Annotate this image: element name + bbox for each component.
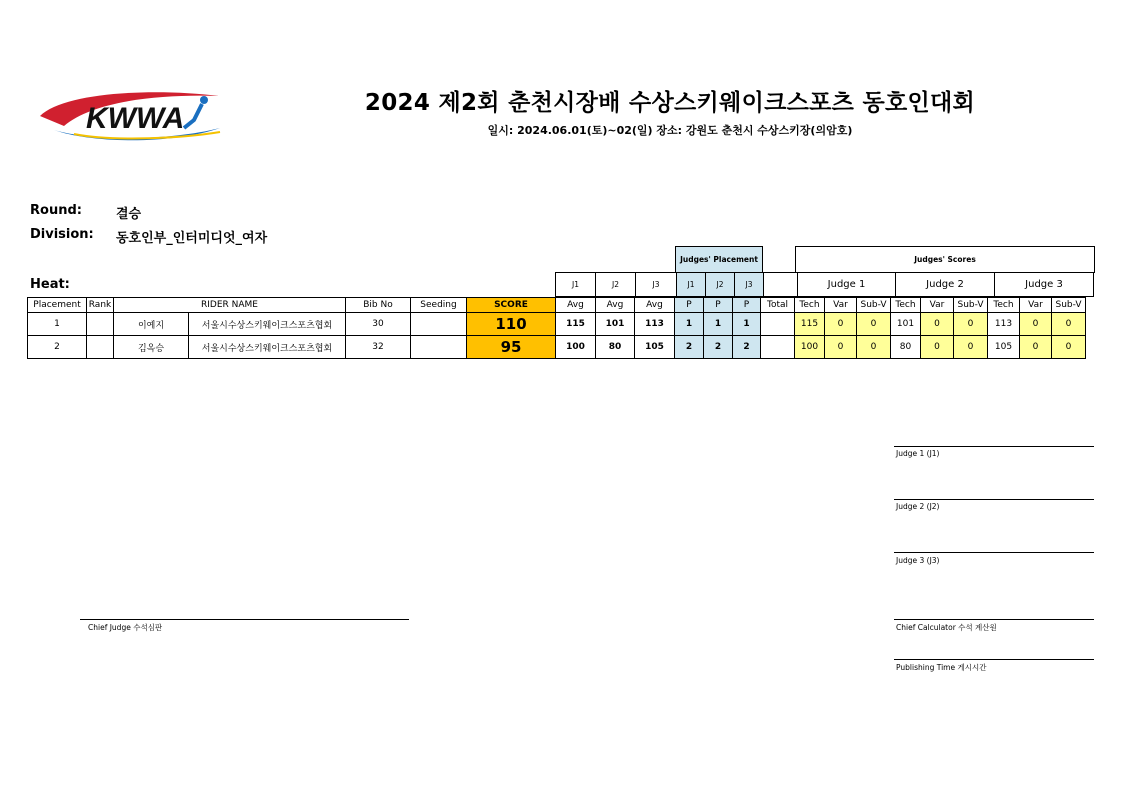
- judges-placement-header: Judges' Placement: [675, 246, 763, 273]
- p-j1-cell: 2: [675, 336, 704, 359]
- j1-var-cell: 0: [825, 313, 857, 336]
- page-title: 2024 제2회 춘천시장배 수상스키웨이크스포츠 동호인대회: [364, 90, 976, 116]
- j2-tech-cell: 101: [891, 313, 921, 336]
- col-avg-j2: Avg: [596, 298, 635, 313]
- j3-tech-cell: 113: [988, 313, 1020, 336]
- judge-2-signature-line: [894, 499, 1094, 500]
- j1-tech-cell: 115: [795, 313, 825, 336]
- j3-subv-cell: 0: [1052, 336, 1086, 359]
- col-p-j2: P: [704, 298, 733, 313]
- j3-var-cell: 0: [1020, 313, 1052, 336]
- chief-calculator-signature-label: Chief Calculator 수석 계산원: [896, 623, 997, 632]
- j3-var-cell: 0: [1020, 336, 1052, 359]
- club-cell: 서울시수상스키웨이크스포츠협회: [189, 313, 346, 336]
- j3-tech-cell: 105: [988, 336, 1020, 359]
- logo-text: KWWA: [86, 102, 185, 135]
- rider-name-cell: 김옥승: [114, 336, 189, 359]
- col-total: Total: [761, 298, 795, 313]
- publishing-time-line: [894, 659, 1094, 660]
- p-j2-cell: 1: [704, 313, 733, 336]
- p-j2-cell: 2: [704, 336, 733, 359]
- col-rank: Rank: [87, 298, 114, 313]
- judges-scores-header: Judges' Scores: [795, 246, 1095, 273]
- avg-top-j1: J1: [556, 273, 596, 297]
- bib-cell: 32: [346, 336, 411, 359]
- round-label: Round:: [30, 203, 82, 218]
- avg-j1-cell: 100: [556, 336, 596, 359]
- j2-subv-cell: 0: [954, 336, 988, 359]
- avg-top-j2: J2: [596, 273, 636, 297]
- avg-j3-cell: 105: [635, 336, 675, 359]
- score-cell: 95: [467, 336, 556, 359]
- avg-j2-cell: 80: [596, 336, 635, 359]
- upper-header-table: [555, 272, 1094, 297]
- chief-calculator-signature-line: [894, 619, 1094, 620]
- col-j3-tech: Tech: [988, 298, 1020, 313]
- col-placement: Placement: [28, 298, 87, 313]
- table-row: [28, 336, 1086, 359]
- judge-1-signature-label: Judge 1 (J1): [896, 449, 940, 458]
- score-cell: 110: [467, 313, 556, 336]
- judge-1-signature-line: [894, 446, 1094, 447]
- judge-2-signature-label: Judge 2 (J2): [896, 502, 940, 511]
- col-p-j3: P: [733, 298, 761, 313]
- col-p-j1: P: [675, 298, 704, 313]
- col-seeding: Seeding: [411, 298, 467, 313]
- placement-top-j2: J2: [706, 273, 735, 297]
- rank-cell: [87, 336, 114, 359]
- col-avg-j1: Avg: [556, 298, 596, 313]
- j1-tech-cell: 100: [795, 336, 825, 359]
- p-j1-cell: 1: [675, 313, 704, 336]
- placement-cell: 1: [28, 313, 87, 336]
- seeding-cell: [411, 313, 467, 336]
- col-j1-tech: Tech: [795, 298, 825, 313]
- judge-3-signature-label: Judge 3 (J3): [896, 556, 940, 565]
- col-j3-subv: Sub-V: [1052, 298, 1086, 313]
- j2-tech-cell: 80: [891, 336, 921, 359]
- total-cell: [761, 336, 795, 359]
- j2-var-cell: 0: [921, 336, 954, 359]
- rider-name-cell: 이예지: [114, 313, 189, 336]
- avg-j3-cell: 113: [635, 313, 675, 336]
- publishing-time-label: Publishing Time 게시시간: [896, 663, 987, 672]
- division-value: 동호인부_인터미디엇_여자: [116, 231, 268, 246]
- col-j2-var: Var: [921, 298, 954, 313]
- club-cell: 서울시수상스키웨이크스포츠협회: [189, 336, 346, 359]
- p-j3-cell: 1: [733, 313, 761, 336]
- j1-subv-cell: 0: [857, 336, 891, 359]
- col-j2-subv: Sub-V: [954, 298, 988, 313]
- division-label: Division:: [30, 227, 94, 242]
- table-row: [28, 313, 1086, 336]
- bib-cell: 30: [346, 313, 411, 336]
- placement-cell: 2: [28, 336, 87, 359]
- chief-judge-signature-line: [80, 619, 409, 620]
- total-top: [764, 273, 798, 297]
- j2-subv-cell: 0: [954, 313, 988, 336]
- col-rider-name: RIDER NAME: [114, 298, 346, 313]
- total-cell: [761, 313, 795, 336]
- avg-j1-cell: 115: [556, 313, 596, 336]
- placement-top-j3: J3: [735, 273, 764, 297]
- results-table: [27, 297, 1086, 359]
- avg-j2-cell: 101: [596, 313, 635, 336]
- header-row: [28, 298, 1086, 313]
- col-j1-var: Var: [825, 298, 857, 313]
- avg-top-j3: J3: [636, 273, 677, 297]
- col-j2-tech: Tech: [891, 298, 921, 313]
- col-score: SCORE: [467, 298, 556, 313]
- rank-cell: [87, 313, 114, 336]
- j1-subv-cell: 0: [857, 313, 891, 336]
- chief-judge-signature-label: Chief Judge 수석심판: [88, 623, 163, 632]
- judge-3-signature-line: [894, 552, 1094, 553]
- j3-subv-cell: 0: [1052, 313, 1086, 336]
- judge-1-group: Judge 1: [798, 273, 896, 297]
- kwwa-logo: [34, 86, 224, 144]
- judge-3-group: Judge 3: [995, 273, 1094, 297]
- col-j3-var: Var: [1020, 298, 1052, 313]
- event-details: 일시: 2024.06.01(토)~02(일) 장소: 강원도 춘천시 수상스키장(의암호): [487, 124, 853, 137]
- heat-label: Heat:: [30, 277, 70, 292]
- col-j1-subv: Sub-V: [857, 298, 891, 313]
- j2-var-cell: 0: [921, 313, 954, 336]
- col-bib: Bib No: [346, 298, 411, 313]
- j1-var-cell: 0: [825, 336, 857, 359]
- placement-top-j1: J1: [677, 273, 706, 297]
- p-j3-cell: 2: [733, 336, 761, 359]
- col-avg-j3: Avg: [635, 298, 675, 313]
- seeding-cell: [411, 336, 467, 359]
- judge-2-group: Judge 2: [896, 273, 995, 297]
- round-value: 결승: [116, 207, 142, 222]
